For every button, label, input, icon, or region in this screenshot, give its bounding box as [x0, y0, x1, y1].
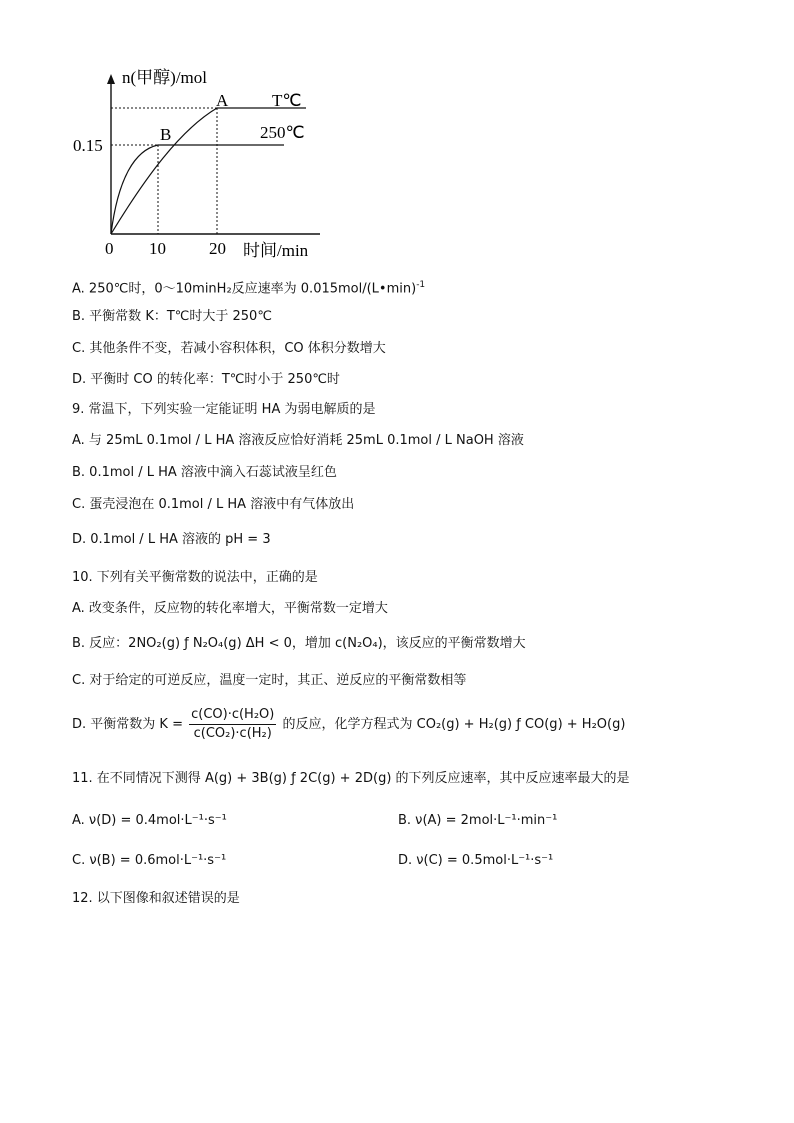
- point-b-label: B: [160, 125, 172, 144]
- q8-option-a-sup: -1: [416, 280, 426, 290]
- x-tick-10: 10: [149, 239, 166, 258]
- q12-stem: 12. 以下图像和叙述错误的是: [72, 891, 240, 906]
- q9-option-a: A. 与 25mL 0.1mol / L HA 溶液反应恰好消耗 25mL 0.1mol / L NaOH 溶液: [72, 433, 524, 448]
- x-tick-0: 0: [105, 239, 114, 258]
- q8-option-d: D. 平衡时 CO 的转化率：T℃时小于 250℃时: [72, 372, 340, 387]
- q10-option-a: A. 改变条件，反应物的转化率增大，平衡常数一定增大: [72, 601, 388, 616]
- q11-stem: 11. 在不同情况下测得 A(g) + 3B(g) ƒ 2C(g) + 2D(g) 的下列反应速率，其中反应速率最大的是: [72, 771, 630, 786]
- methanol-time-graph: [60, 58, 350, 268]
- fraction-denominator: c(CO₂)·c(H₂): [193, 726, 272, 741]
- q11-option-a: A. ν(D) = 0.4mol·L⁻¹·s⁻¹: [72, 813, 227, 828]
- q10-option-d-suffix: 的反应，化学方程式为 CO₂(g) + H₂(g) ƒ CO(g) + H₂O(g): [282, 717, 626, 732]
- q11-option-c: C. ν(B) = 0.6mol·L⁻¹·s⁻¹: [72, 853, 227, 868]
- y-tick-015: 0.15: [73, 136, 103, 155]
- q8-option-b: B. 平衡常数 K：T℃时大于 250℃: [72, 309, 272, 324]
- x-tick-20: 20: [209, 239, 226, 258]
- q11-option-d: D. ν(C) = 0.5mol·L⁻¹·s⁻¹: [398, 853, 554, 868]
- y-axis-label: n(甲醇)/mol: [122, 68, 207, 87]
- graph-svg: [60, 58, 350, 268]
- q10-option-d: [72, 706, 625, 743]
- q9-option-d: D. 0.1mol / L HA 溶液的 pH = 3: [72, 532, 271, 547]
- curve-t-label: T℃: [272, 91, 302, 110]
- fraction-numerator: c(CO)·c(H₂O): [189, 706, 276, 725]
- q8-option-a: [72, 276, 425, 298]
- q8-option-a-text: A. 250℃时，0～10minH₂反应速率为 0.015mol/(L•min): [72, 281, 417, 297]
- curve-250: [111, 145, 284, 234]
- q10-stem: 10. 下列有关平衡常数的说法中，正确的是: [72, 570, 318, 585]
- q8-option-c: C. 其他条件不变，若减小容积体积，CO 体积分数增大: [72, 341, 386, 356]
- curve-250-label: 250℃: [260, 123, 305, 142]
- point-a-label: A: [216, 91, 229, 110]
- q10-option-d-prefix: D. 平衡常数为 K =: [72, 717, 183, 732]
- q10-option-b: B. 反应：2NO₂(g) ƒ N₂O₄(g) ΔH < 0，增加 c(N₂O₄)，该反应的平衡常数增大: [72, 636, 526, 651]
- y-axis-arrow: [107, 74, 115, 84]
- q11-option-b: B. ν(A) = 2mol·L⁻¹·min⁻¹: [398, 813, 558, 828]
- q9-option-c: C. 蛋壳浸泡在 0.1mol / L HA 溶液中有气体放出: [72, 497, 355, 512]
- q9-option-b: B. 0.1mol / L HA 溶液中滴入石蕊试液呈红色: [72, 465, 337, 480]
- x-axis-label: 时间/min: [243, 241, 309, 260]
- q10-option-c: C. 对于给定的可逆反应，温度一定时，其正、逆反应的平衡常数相等: [72, 673, 467, 688]
- equilibrium-constant-fraction: [189, 706, 276, 743]
- q9-stem: 9. 常温下，下列实验一定能证明 HA 为弱电解质的是: [72, 402, 376, 417]
